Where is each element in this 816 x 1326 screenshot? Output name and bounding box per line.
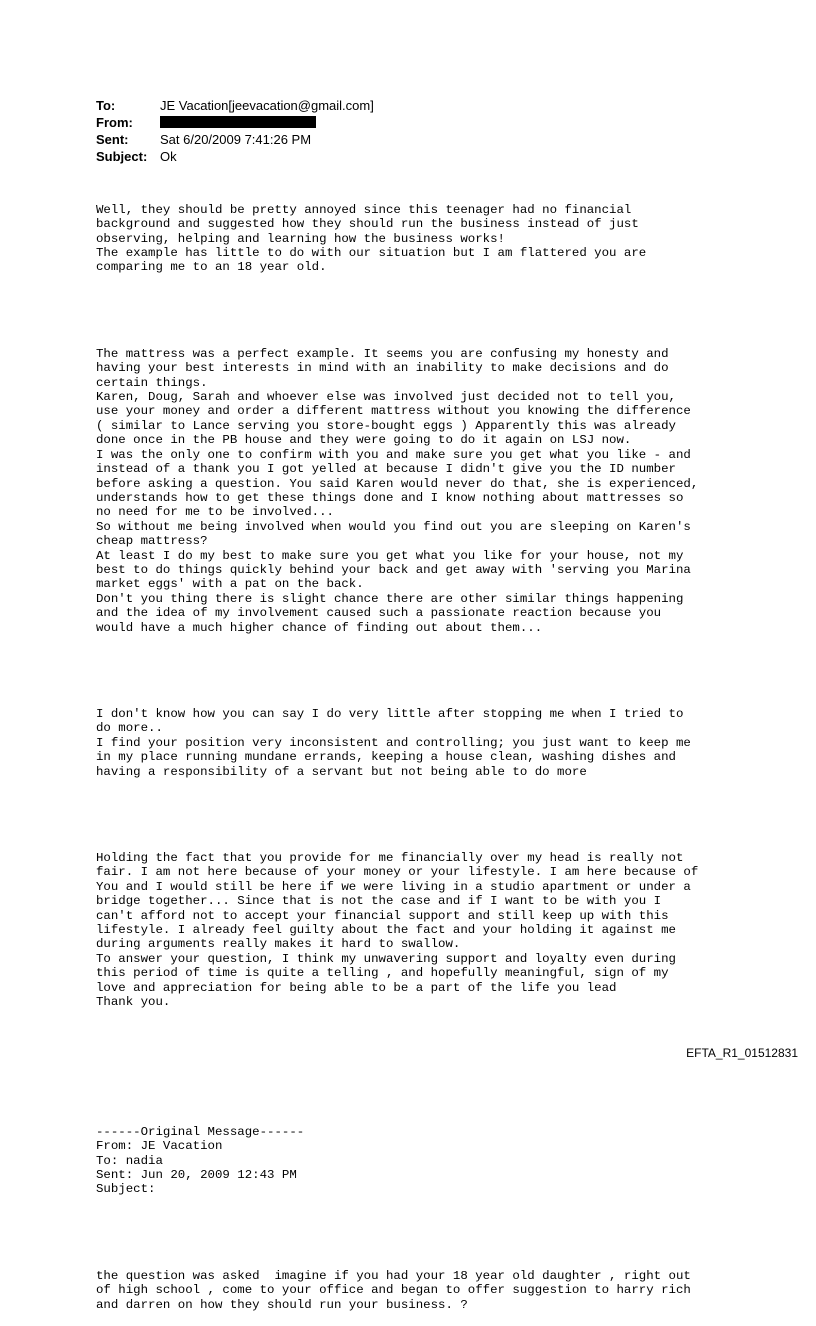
to-row [96,97,374,114]
subject-value: Ok [160,149,177,164]
sent-value: Sat 6/20/2009 7:41:26 PM [160,132,312,147]
body-paragraph-1: Well, they should be pretty annoyed since this teenager had no financial background and suggested how they should run the business instead of just observing, helping and learning how the business works! The example has little to do with our situation but I am flattered you are comparing me to an 18 year old. [96,202,647,275]
to-value: JE Vacation[jeevacation@gmail.com] [160,98,374,113]
email-body [96,174,796,1326]
document-id: EFTA_R1_01512831 [686,1046,798,1060]
original-message-text: the question was asked imagine if you had your 18 year old daughter , right out of high school , come to your office and began to offer suggestion to harry rich and darren on how they should run your business. ? [96,1268,691,1312]
from-label: From: [96,115,133,130]
redaction-bar [160,116,316,128]
from-row [96,114,374,131]
to-label: To: [96,98,116,113]
original-message-header: ------Original Message------ From: JE Vacation To: nadia Sent: Jun 20, 2009 12:43 PM Subject: [96,1124,305,1197]
body-paragraph-3: I don't know how you can say I do very little after stopping me when I tried to do more.. I find your position very inconsistent and controlling; you just want to keep me in my place running mundane errands, keeping a house clean, washing dishes and having a responsibility of a servant but not being able to do more [96,707,691,779]
email-header [96,97,374,165]
sent-label: Sent: [96,132,129,147]
body-paragraph-4: Holding the fact that you provide for me financially over my head is really not fair. I am not here because of your money or your lifestyle. I am here because of You and I would still be here if we were living in a studio apartment or under a bridge together... Since that is not the case and if I want to be with you I can't afford not to accept your financial support and still keep up with this lifestyle. I already feel guilty about the fact and your holding it against me during arguments really makes it hard to swallow. To answer your question, I think my unwavering support and loyalty even during this period of time is quite a telling , and hopefully meaningful, sign of my love and appreciation for being able to be a part of the life you lead Thank you. [96,851,699,1010]
body-paragraph-2: The mattress was a perfect example. It seems you are confusing my honesty and having your best interests in mind with an inability to make decisions and do certain things. Karen, Doug, Sarah and whoever else was involved just decided not to tell you, use your money and order a different mattress without you knowing the difference ( similar to Lance serving you store-bought eggs ) Apparently this was already done once in the PB house and they were going to do it again on LSJ now. I was the only one to confirm with you and make sure you get what you like - and instead of a thank you I got yelled at because I didn't give you the ID number before asking a question. You said Karen would never do that, she is experienced, understands how to get these things done and I know nothing about mattresses so no need for me to be involved... So without me being involved when would you find out you are sleeping on Karen's cheap mattress? At least I do my best to make sure you get what you like for your house, not my best to do things quickly behind your back and get away with 'serving you Marina market eggs' with a pat on the back. Don't you thing there is slight chance there are other similar things happening and the idea of my involvement caused such a passionate reaction because you would have a much higher chance of finding out about them... [96,346,699,635]
subject-row [96,148,374,165]
sent-row [96,131,374,148]
subject-label: Subject: [96,149,148,164]
